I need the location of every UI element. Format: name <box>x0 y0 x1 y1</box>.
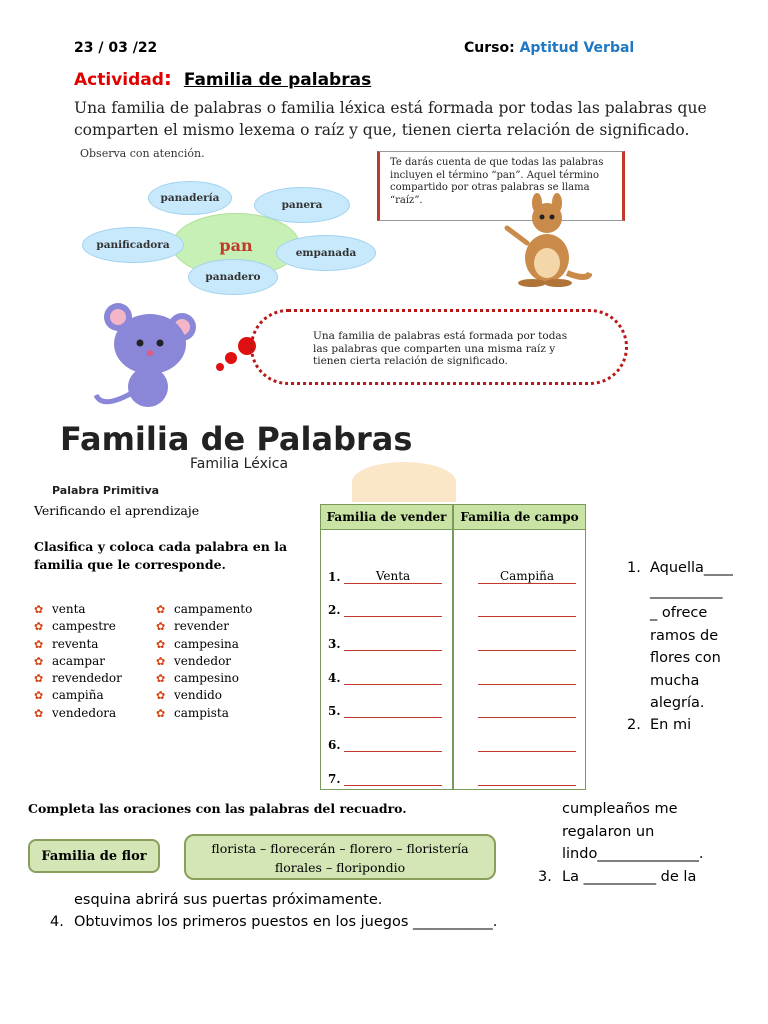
list-item: ✿ venta <box>34 601 122 618</box>
list-item: ✿ revendedor <box>34 670 122 687</box>
flower-icon: ✿ <box>34 603 44 616</box>
bubble-panadero: panadero <box>188 259 278 295</box>
answer-line[interactable] <box>344 738 442 752</box>
thought-note: Una familia de palabras está formada por todas las palabras que comparten una misma raíz y tienen cierta relación de significado. <box>250 309 628 385</box>
kangaroo-note: Te darás cuenta de que todas las palabras incluyen el término “pan”. Aquel término compartido por otras palabras se llama “raíz”. <box>377 151 625 221</box>
bubble-panaderia: panadería <box>148 181 232 215</box>
flower-icon: ✿ <box>34 672 44 686</box>
flower-icon: ✿ <box>156 620 166 634</box>
observe-label: Observa con atención. <box>80 147 205 160</box>
flower-icon: ✿ <box>156 689 166 703</box>
table-row: 5. <box>328 685 578 719</box>
activity-title: Familia de palabras <box>183 70 372 90</box>
exercise1-instruction: Clasifica y coloca cada palabra en la familia que le corresponde. <box>34 539 288 572</box>
answer-line[interactable] <box>478 704 576 718</box>
answer-line[interactable] <box>344 671 442 685</box>
word-list-1 <box>34 601 122 722</box>
list-item: ✿ campamento <box>156 601 252 618</box>
flower-icon: ✿ <box>34 706 44 720</box>
family-subtitle: Familia Léxica <box>190 456 289 472</box>
header-campo: Familia de campo <box>453 504 586 530</box>
sentence-3-cont: esquina abrirá sus puertas próximamente. <box>74 892 383 908</box>
course-label: Curso: <box>464 40 515 56</box>
list-item: ✿ campestre <box>34 618 122 635</box>
sentence-2-first: En mi <box>650 717 692 733</box>
answer-line[interactable] <box>478 637 576 651</box>
classification-table <box>320 504 586 790</box>
family-title: Familia de Palabras <box>60 420 413 458</box>
list-item: ✿ vendedora <box>34 705 122 722</box>
flower-icon: ✿ <box>156 672 166 686</box>
bubble-empanada: empanada <box>276 235 376 271</box>
activity-heading <box>74 66 371 90</box>
list-item: ✿ revender <box>156 618 252 635</box>
answer-line[interactable] <box>344 772 442 786</box>
center-bubble-pan: pan <box>172 213 300 277</box>
sentence-1-num: 1. <box>627 560 641 576</box>
list-item: ✿ campista <box>156 705 252 722</box>
bubble-panificadora: panificadora <box>82 227 184 263</box>
sentence-1: Aquella____ __________ _ ofrece ramos de flores con mucha alegría. <box>650 560 733 711</box>
flower-icon: ✿ <box>156 706 166 720</box>
answer-line[interactable] <box>344 704 442 718</box>
list-item: ✿ campiña <box>34 687 122 704</box>
word-box: florista – florecerán – florero – floristería florales – floripondio <box>184 834 496 880</box>
activity-colon: : <box>163 66 172 90</box>
sentence-3: La __________ de la <box>562 869 697 885</box>
date: 23 / 03 /22 <box>74 40 158 56</box>
flower-icon: ✿ <box>34 620 44 634</box>
table-row: 4. <box>328 651 578 685</box>
answer-line[interactable] <box>478 738 576 752</box>
activity-label: Actividad <box>74 70 164 90</box>
list-item: ✿ campesina <box>156 636 252 653</box>
table-rows <box>328 550 578 786</box>
primitive-label: Palabra Primitiva <box>52 484 160 494</box>
list-item: ✿ acampar <box>34 653 122 670</box>
table-row: 3. <box>328 617 578 651</box>
list-item: ✿ vendido <box>156 687 252 704</box>
flower-icon: ✿ <box>156 654 166 668</box>
exercise1-heading: Verificando el aprendizaje <box>34 503 200 518</box>
mouse-icon <box>92 299 202 414</box>
answer-line[interactable] <box>344 637 442 651</box>
flower-icon: ✿ <box>34 637 44 651</box>
answer-line[interactable] <box>478 671 576 685</box>
example-vender: Venta <box>344 569 442 584</box>
list-item: ✿ vendedor <box>156 653 252 670</box>
course <box>464 40 634 56</box>
answer-line[interactable] <box>478 772 576 786</box>
answer-line[interactable] <box>478 603 576 617</box>
sentence-4: Obtuvimos los primeros puestos en los juegos ___________. <box>74 914 498 930</box>
activity-intro: Una familia de palabras o familia léxica está formada por todas las palabras que comparten el mismo lexema o raíz y que, tienen cierta relación de significado. <box>74 99 707 139</box>
list-item: ✿ campesino <box>156 670 252 687</box>
kangaroo-icon <box>492 193 592 288</box>
table-row: 2. <box>328 584 578 618</box>
word-list-2 <box>156 601 252 722</box>
bubble-panera: panera <box>254 187 350 223</box>
flower-icon: ✿ <box>156 637 166 651</box>
table-row: 7. <box>328 752 578 786</box>
table-row: 6. <box>328 718 578 752</box>
sentence-4-num: 4. <box>50 914 64 930</box>
sentence-2-num: 2. <box>627 717 641 733</box>
decorative-shape <box>352 462 456 502</box>
sentence-2-cont: cumpleaños me regalaron un lindo______________. <box>562 801 704 862</box>
flower-icon: ✿ <box>34 654 44 668</box>
header-vender: Familia de vender <box>320 504 453 530</box>
flower-icon: ✿ <box>156 603 166 616</box>
answer-line[interactable] <box>344 603 442 617</box>
exercise2-instruction: Completa las oraciones con las palabras del recuadro. <box>28 801 407 816</box>
flower-icon: ✿ <box>34 689 44 703</box>
course-value: Aptitud Verbal <box>519 40 635 56</box>
list-item: ✿ reventa <box>34 636 122 653</box>
pan-family-figure <box>72 143 632 413</box>
example-campo: Campiña <box>478 569 576 584</box>
sentence-3-num: 3. <box>538 869 552 885</box>
table-row: 1. Venta Campiña <box>328 550 578 584</box>
family-flor-label: Familia de flor <box>28 839 160 873</box>
